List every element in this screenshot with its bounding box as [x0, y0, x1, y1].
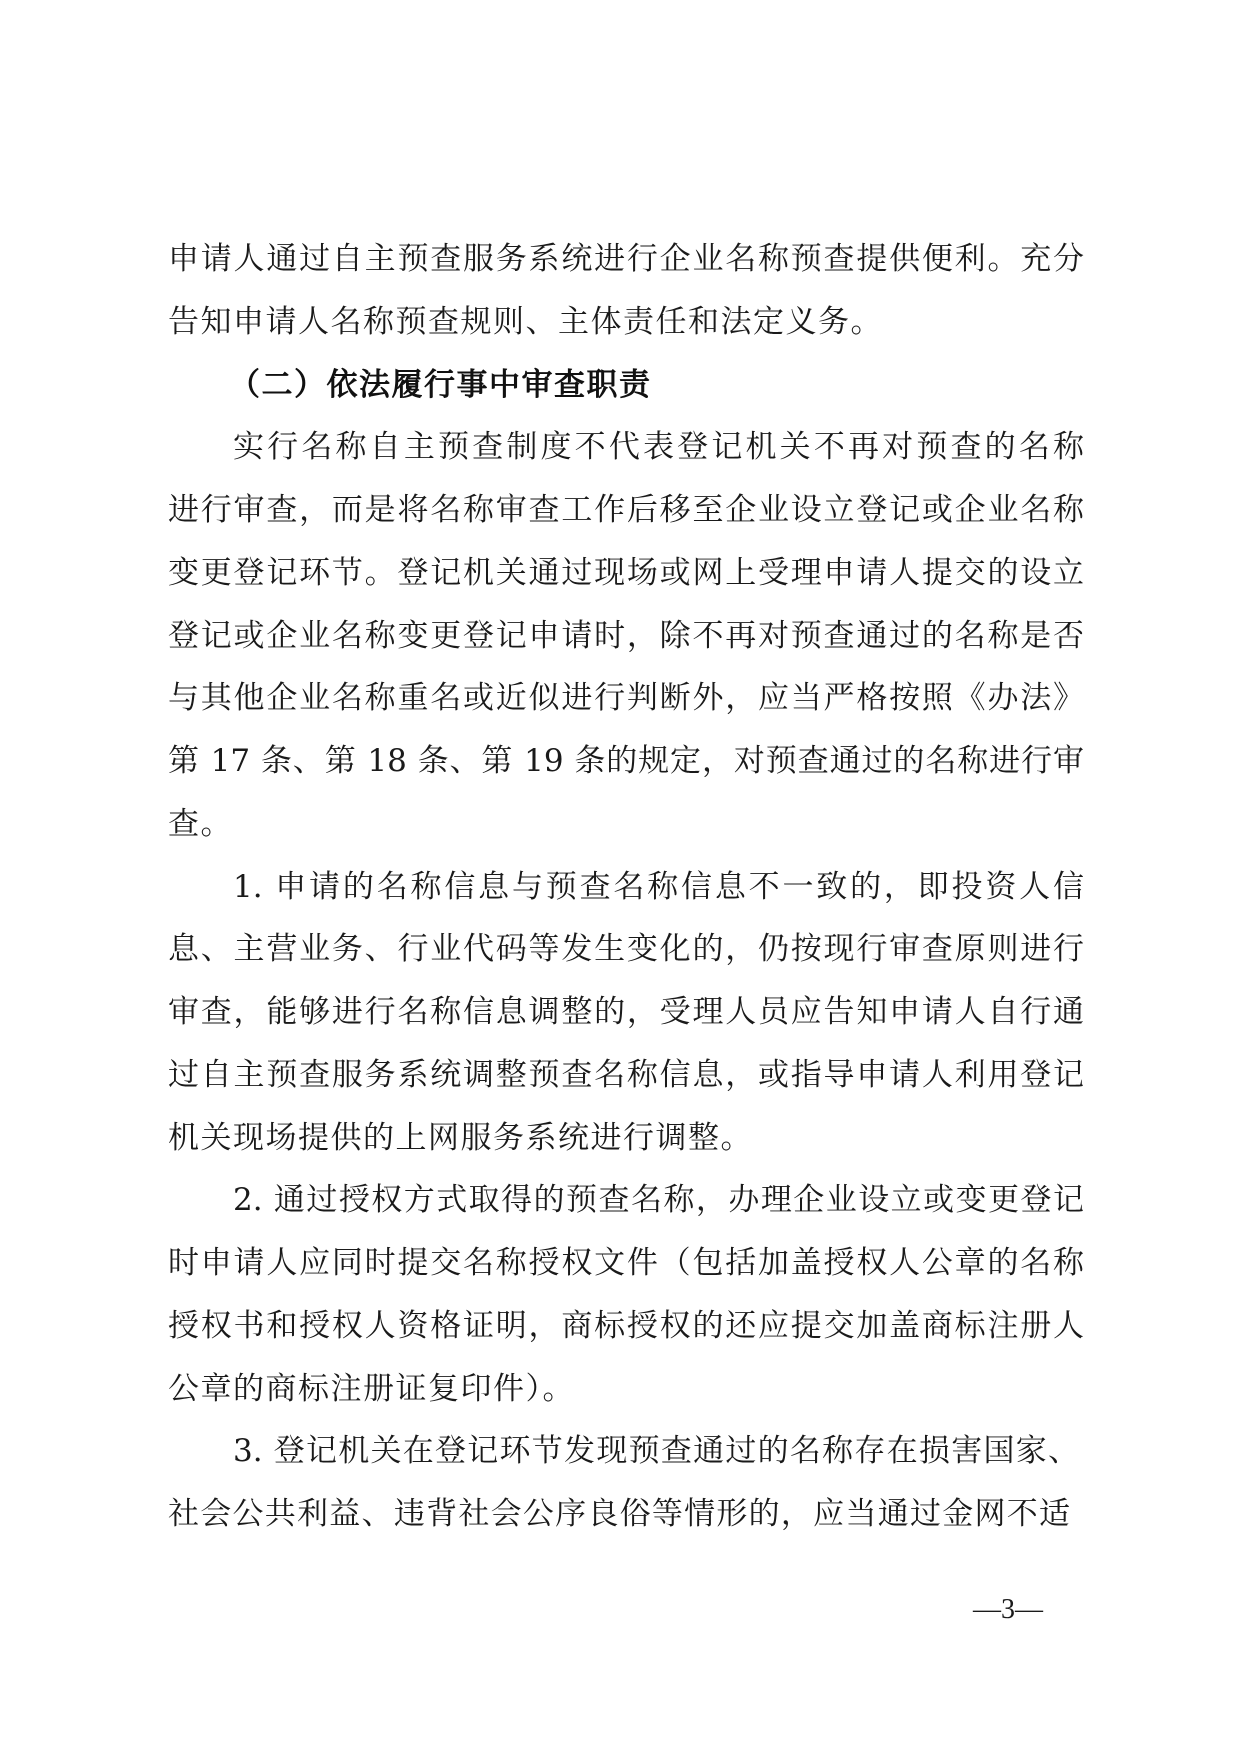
- list-item-line: 授权书和授权人资格证明，商标授权的还应提交加盖商标注册人: [168, 1308, 1084, 1344]
- list-item-line: 社会公共利益、违背社会公序良俗等情形的，应当通过金网不适: [168, 1496, 1070, 1532]
- body-line: 与其他企业名称重名或近似进行判断外，应当严格按照《办法》: [168, 680, 1084, 716]
- list-item-line: 机关现场提供的上网服务系统进行调整。: [168, 1120, 753, 1156]
- section-heading: （二）依法履行事中审查职责: [229, 367, 652, 403]
- list-item-line: 2. 通过授权方式取得的预查名称，办理企业设立或变更登记: [233, 1182, 1084, 1218]
- body-line: 变更登记环节。登记机关通过现场或网上受理申请人提交的设立: [168, 555, 1084, 591]
- body-line: 申请人通过自主预查服务系统进行企业名称预查提供便利。充分: [168, 241, 1084, 277]
- body-line: 登记或企业名称变更登记申请时，除不再对预查通过的名称是否: [168, 618, 1084, 654]
- body-line: 实行名称自主预查制度不代表登记机关不再对预查的名称: [233, 429, 1084, 465]
- page-number: —3—: [973, 1594, 1043, 1625]
- body-line: 进行审查，而是将名称审查工作后移至企业设立登记或企业名称: [168, 492, 1084, 528]
- body-line: 第 17 条、第 18 条、第 19 条的规定，对预查通过的名称进行审: [168, 743, 1084, 779]
- list-item-line: 1. 申请的名称信息与预查名称信息不一致的，即投资人信: [233, 869, 1084, 905]
- list-item-line: 审查，能够进行名称信息调整的，受理人员应告知申请人自行通: [168, 994, 1084, 1030]
- body-line: 告知申请人名称预查规则、主体责任和法定义务。: [168, 304, 883, 340]
- list-item-line: 时申请人应同时提交名称授权文件（包括加盖授权人公章的名称: [168, 1245, 1084, 1281]
- list-item-line: 公章的商标注册证复印件）。: [168, 1371, 575, 1407]
- list-item-line: 息、主营业务、行业代码等发生变化的，仍按现行审查原则进行: [168, 931, 1084, 967]
- body-line: 查。: [168, 806, 233, 842]
- list-item-line: 过自主预查服务系统调整预查名称信息，或指导申请人利用登记: [168, 1057, 1084, 1093]
- list-item-line: 3. 登记机关在登记环节发现预查通过的名称存在损害国家、: [233, 1433, 1079, 1469]
